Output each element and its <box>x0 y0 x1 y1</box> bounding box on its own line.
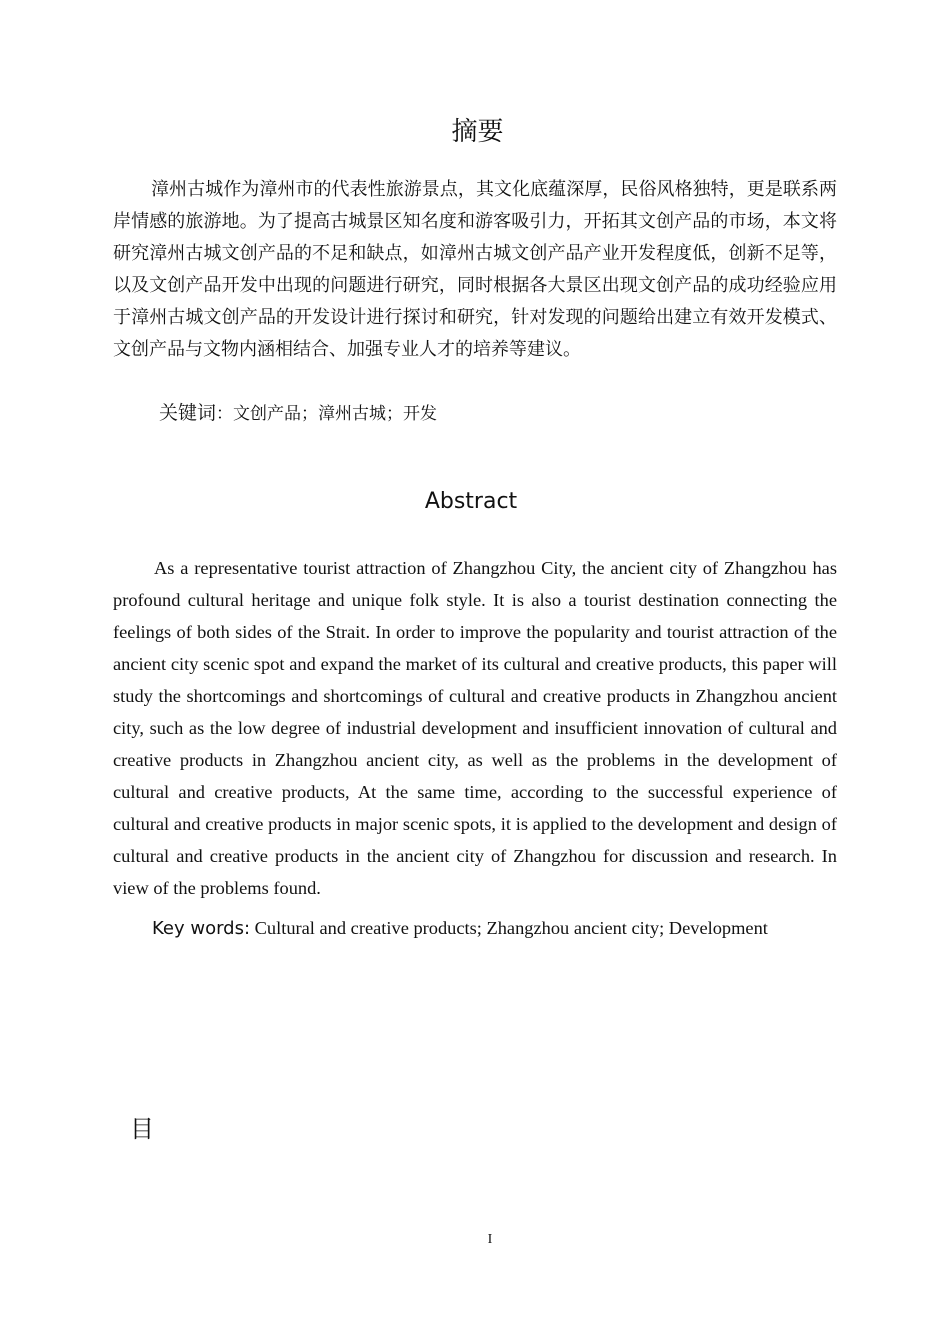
table-of-contents-heading: 目 <box>130 1115 154 1143</box>
english-abstract-title: Abstract <box>424 489 518 514</box>
english-keywords <box>152 913 852 944</box>
chinese-abstract-body: 漳州古城作为漳州市的代表性旅游景点，其文化底蕴深厚，民俗风格独特，更是联系两岸情感的旅游地。为了提高古城景区知名度和游客吸引力，开拓其文创产品的市场，本文将研究漳州古城文创产品的不足和缺点，如漳州古城文创产品产业开发程度低，创新不足等，以及文创产品开发中出现的问题进行研究，同时根据各大景区出现文创产品的成功经验应用于漳州古城文创产品的开发设计进行探讨和研究，针对发现的问题给出建立有效开发模式、文创产品与文物内涵相结合、加强专业人才的培养等建议。 <box>113 179 837 360</box>
english-abstract-body: As a representative tourist attraction of Zhangzhou City, the ancient city of Zhangzhou has profound cultural heritage and unique folk style. It is also a tourist destination connecting the feelings of both sides of the Strait. In order to improve the popularity and tourist attraction of the ancient city scenic spot and expand the market of its cultural and creative products, this paper will study the shortcomings and shortcomings of cultural and creative products in Zhangzhou ancient city, such as the low degree of industrial development and insufficient innovation of cultural and creative products in Zhangzhou ancient city, as well as the problems in the development of cultural and creative products, At the same time, according to the successful experience of cultural and creative products in major scenic spots, it is applied to the development and design of cultural and creative products in the ancient city of Zhangzhou for discussion and research. In view of the problems found. <box>113 558 837 898</box>
chinese-abstract-title: 摘要 <box>451 117 504 147</box>
english-keywords-label: Key words: <box>152 918 251 939</box>
chinese-keywords <box>159 398 859 429</box>
chinese-keywords-label: 关键词 <box>159 402 217 424</box>
chinese-keywords-value: ：文创产品；漳州古城；开发 <box>216 404 438 424</box>
english-keywords-value: Cultural and creative products; Zhangzhou ancient city; Development <box>250 918 768 938</box>
page-number: I <box>487 1232 493 1247</box>
